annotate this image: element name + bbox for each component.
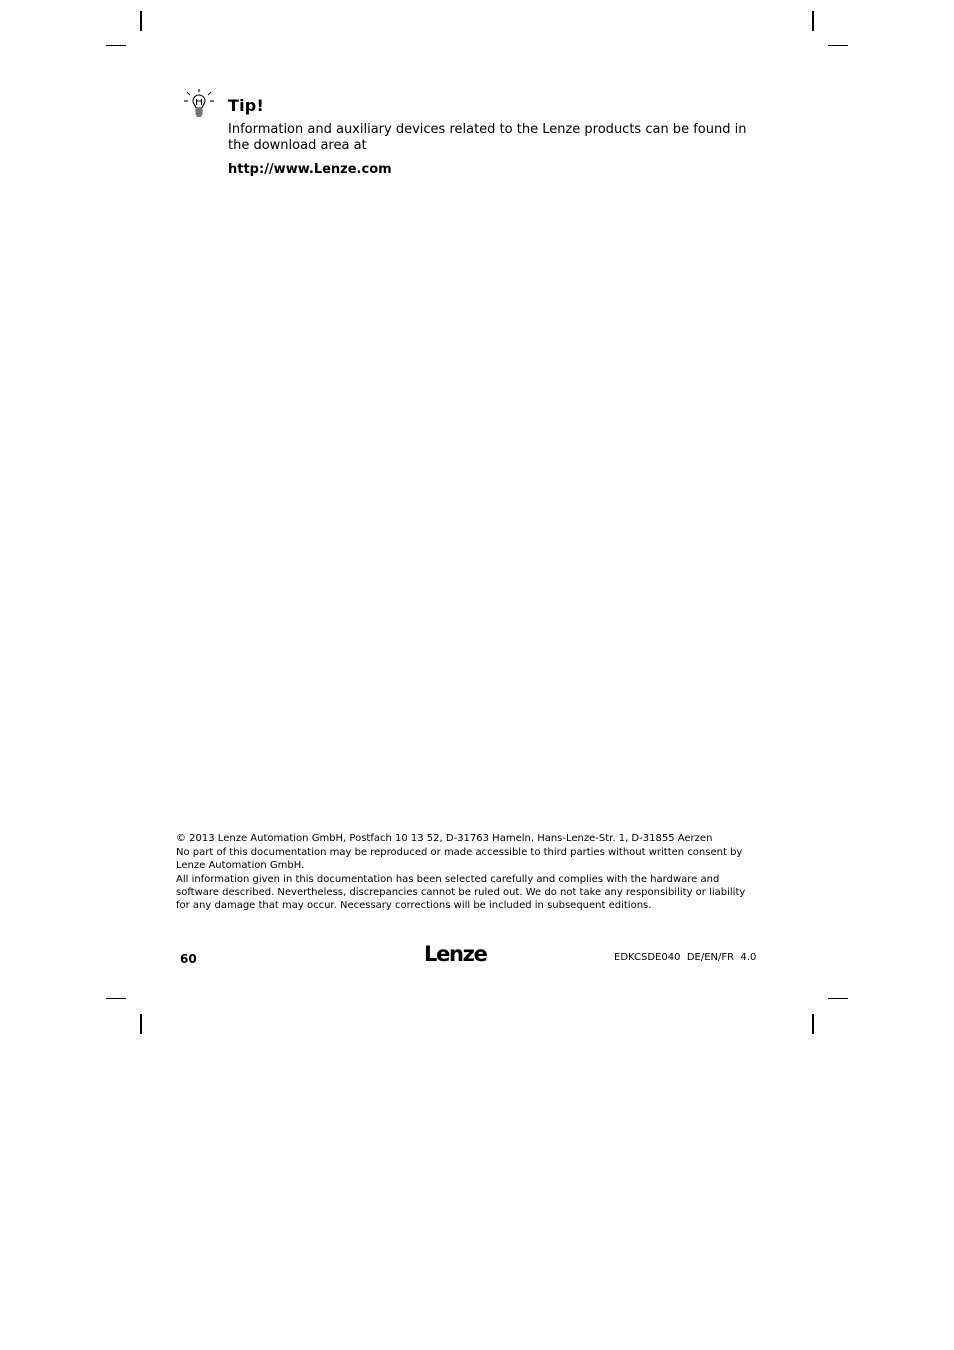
crop-mark-top-right-horizontal (828, 45, 848, 46)
tip-body-text: Information and auxiliary devices related to the Lenze products can be found in the download area at (228, 122, 747, 153)
crop-mark-top-left-horizontal (106, 45, 126, 46)
legal-notice (176, 832, 756, 913)
lenze-website-link[interactable]: http://www.Lenze.com (228, 162, 392, 177)
disclaimer-notice: All information given in this documentation has been selected carefully and complies with the hardware and software described. Nevertheless, discrepancies cannot be ruled out. We do not take any responsibility or liability for any damage that may occur. Necessary corrections will be included in subsequent editions. (176, 874, 746, 911)
page-number: 60 (180, 952, 197, 966)
crop-mark-top-left-vertical (140, 11, 142, 31)
lenze-logo: Lenze (424, 942, 487, 966)
copyright-line: © 2013 Lenze Automation GmbH, Postfach 10 13 52, D-31763 Hameln, Hans-Lenze-Str. 1, D-31855 Aerzen (176, 833, 713, 844)
crop-mark-bottom-left-vertical (140, 1014, 142, 1034)
crop-mark-bottom-right-vertical (812, 1014, 814, 1034)
lightbulb-icon (182, 88, 216, 122)
crop-mark-bottom-right-horizontal (828, 998, 848, 999)
document-code: EDKCSDE040 DE/EN/FR 4.0 (614, 952, 757, 963)
tip-title: Tip! (228, 96, 264, 115)
reproduction-notice: No part of this documentation may be reproduced or made accessible to third parties without written consent by Lenze Automation GmbH. (176, 847, 743, 871)
crop-mark-bottom-left-horizontal (106, 998, 126, 999)
crop-mark-top-right-vertical (812, 11, 814, 31)
